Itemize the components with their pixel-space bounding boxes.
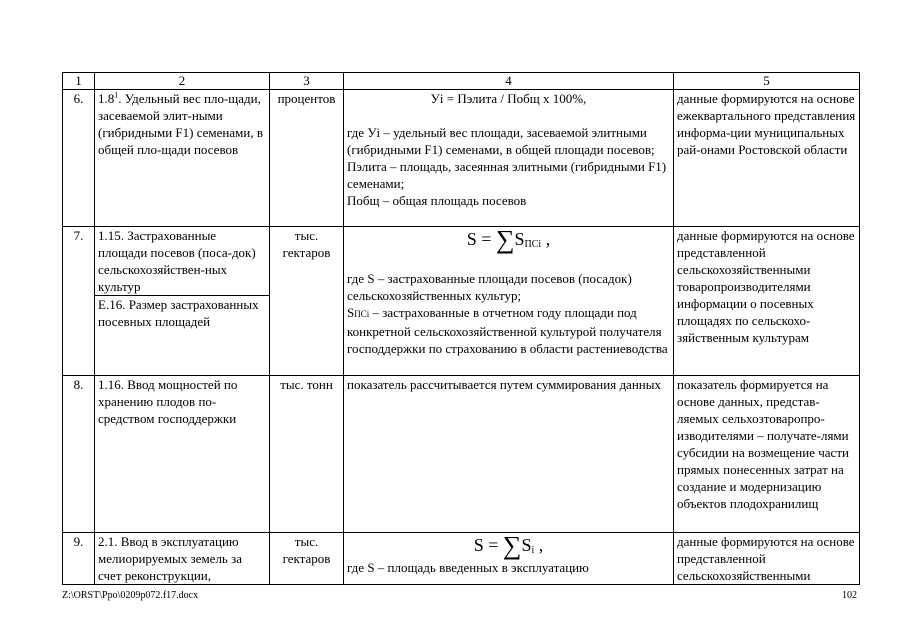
row-number: 9. xyxy=(63,533,95,585)
unit-cell: процентов xyxy=(270,90,344,227)
column-header: 4 xyxy=(344,73,674,90)
indicator-name: Е.16. Размер застрахованных посевных площадей xyxy=(95,296,270,376)
indicator-name: 2.1. Ввод в эксплуатацию мелиорируемых земель за счет реконструкции, xyxy=(95,533,270,585)
sum-icon: ∑ xyxy=(502,532,522,560)
unit-cell: тыс. гектаров xyxy=(270,533,344,585)
source-cell: данные формируются на основе представленной сельскохозяйственными xyxy=(674,533,860,585)
indicator-name: 1.15. Застрахованные площади посевов (посa-док) сельскохозяйствен-ных культур xyxy=(95,227,270,296)
unit-cell: тыс. гектаров xyxy=(270,227,344,376)
table-row xyxy=(63,376,860,533)
formula: $S = \sum S_{ПСi}$ , xyxy=(466,226,551,254)
indicator-name: 1.16. Ввод мощностей по хранению плодов по-средством господдержки xyxy=(95,376,270,533)
column-header: 2 xyxy=(95,73,270,90)
source-cell: данные формируются на основе ежеквартального представления информа-ции муниципальных рай-онами Ростовской области xyxy=(674,90,860,227)
sum-icon: ∑ xyxy=(495,226,515,254)
unit-cell: тыс. тонн xyxy=(270,376,344,533)
table-row xyxy=(63,90,860,227)
indicator-code: 1.8 xyxy=(98,91,115,106)
formula-legend-line: где S – площадь введенных в эксплуатацию xyxy=(347,560,589,575)
source-cell: показатель формируется на основе данных, представ-ляемых сельхозтоваропро-изводителями – получате-лями субсидии на возмещение части прямых понесенных затрат на создание и модернизацию объектов плодохранилищ xyxy=(674,376,860,533)
table-row xyxy=(63,533,860,585)
row-number: 8. xyxy=(63,376,95,533)
indicator-name xyxy=(95,90,270,227)
method-cell xyxy=(344,227,674,376)
table-header-row xyxy=(63,73,860,90)
column-header: 5 xyxy=(674,73,860,90)
column-header: 3 xyxy=(270,73,344,90)
formula: $S = \sum S_i$ , xyxy=(473,532,544,560)
source-cell: данные формируются на основе представленной сельскохозяйственными товаропроизводителями информации о посевных площадях по сельскохо-зяйственным культурам xyxy=(674,227,860,376)
formula-legend-line: Побщ – общая площадь посевов xyxy=(347,193,527,208)
method-cell xyxy=(344,533,674,585)
indicator-title: . Удельный вес пло-щади, засеваемой элит-ными (гибридными F1) семенами, в общей пло-щади посевов xyxy=(98,91,263,157)
indicator-table xyxy=(62,72,860,585)
footer-file-path: Z:\ORST\Ppo\0209p072.f17.docx xyxy=(62,590,199,601)
row-number: 7. xyxy=(63,227,95,376)
row-number: 6. xyxy=(63,90,95,227)
formula-legend-line: Пэлита – площадь, засеянная элитными (гибридными F1) семенами; xyxy=(347,159,667,191)
column-header: 1 xyxy=(63,73,95,90)
method-cell: показатель рассчитывается путем суммирования данных xyxy=(344,376,674,533)
formula: Уi = Пэлита / Побщ х 100%, xyxy=(430,91,587,106)
method-cell xyxy=(344,90,674,227)
formula-legend-line: где Уi – удельный вес площади, засеваемой элитными (гибридными F1) семенами, в общей площади посевов; xyxy=(347,125,655,157)
formula-legend-line: где S – застрахованные площади посевов (посадок) сельскохозяйственных культур; xyxy=(347,271,632,303)
page-number: 102 xyxy=(842,590,857,601)
formula-legend-line: SПСi – застрахованные в отчетном году площади под конкретной сельскохозяйственной культурой получателя господдержки по страхованию в области растениеводства xyxy=(347,305,668,356)
table-row xyxy=(63,227,860,296)
footnote-mark: 1 xyxy=(114,90,119,100)
